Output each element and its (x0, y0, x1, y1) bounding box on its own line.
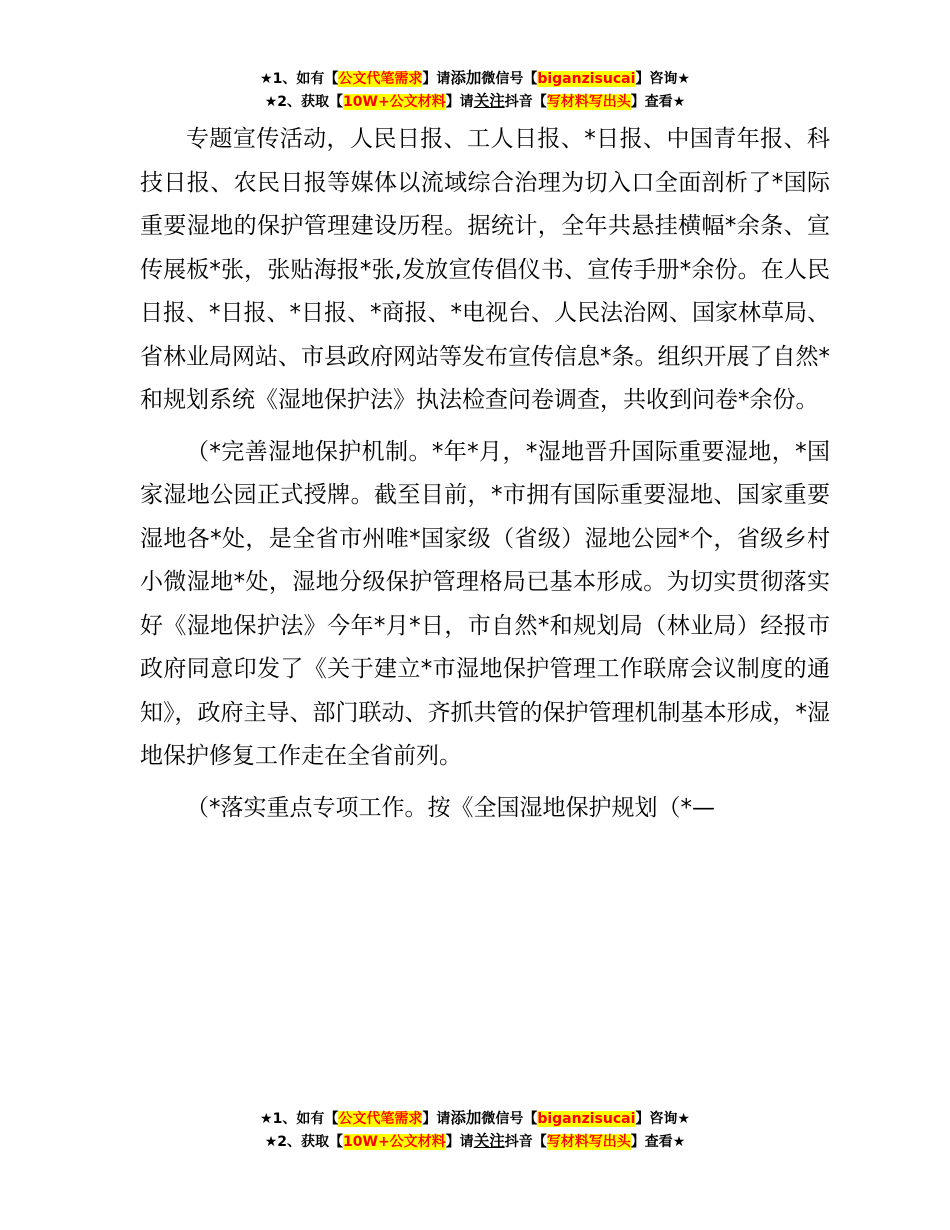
footer-line-2-emphasis: 关注 (473, 1132, 505, 1150)
footer-line-1 (0, 1107, 950, 1130)
header-line-1-emphasis: 添加 (450, 69, 482, 87)
footer-line-2 (0, 1130, 950, 1153)
header-line-1-highlight-wechat: biganzisucai (537, 71, 636, 87)
footer-line-2-prefix: ★2、获取【 (264, 1134, 344, 1150)
footer-line-1-highlight-wechat: biganzisucai (537, 1111, 636, 1127)
header-line-2-highlight-materials: 10W+公文材料 (343, 94, 446, 110)
header-line-1-highlight-service: 公文代笔需求 (338, 71, 423, 87)
footer-line-1-suffix: 】咨询★ (635, 1111, 690, 1127)
header-line-2-suffix: 】查看★ (630, 94, 686, 110)
body-paragraph-2: （*完善湿地保护机制。*年*月，*湿地晋升国际重要湿地，*国家湿地公园正式授牌。截至目前，*市拥有国际重要湿地、国家重要湿地各*处，是全省市州唯*国家级（省级）湿地公园*个，省级乡村小微湿地*处，湿地分级保护管理格局已基本形成。为切实贯彻落实好《湿地保护法》今年*月*日，市自然*和规划局（林业局）经报市政府同意印发了《关于建立*市湿地保护管理工作联席会议制度的通知》，政府主导、部门联动、齐抓共管的保护管理机制基本形成，*湿地保护修复工作走在全省前列。 (140, 438, 830, 769)
footer-line-1-text-2: 微信号【 (481, 1111, 538, 1127)
header-line-2-emphasis: 关注 (473, 92, 505, 110)
footer-banner (0, 1107, 950, 1153)
footer-line-2-highlight-douyin: 写材料写出头 (546, 1134, 631, 1150)
header-line-2-highlight-douyin: 写材料写出头 (546, 94, 631, 110)
footer-line-1-text: 】请 (422, 1111, 451, 1127)
body-paragraph-3: （*落实重点专项工作。按《全国湿地保护规划（*— (186, 794, 715, 821)
footer-line-1-prefix: ★1、如有【 (260, 1111, 339, 1127)
header-line-2-prefix: ★2、获取【 (264, 94, 344, 110)
body-paragraph-1: 专题宣传活动，人民日报、工人日报、*日报、中国青年报、科技日报、农民日报等媒体以流域综合治理为切入口全面剖析了*国际重要湿地的保护管理建设历程。据统计，全年共悬挂横幅*余条、宣传展板*张，张贴海报*张,发放宣传倡仪书、宣传手册*余份。在人民日报、*日报、*日报、*商报、*电视台、人民法治网、国家林草局、省林业局网站、市县政府网站等发布宣传信息*条。组织开展了自然*和规划系统《湿地保护法》执法检查问卷调查，共收到问卷*余份。 (140, 126, 830, 413)
header-line-1 (0, 67, 950, 90)
footer-line-2-text-2: 抖音【 (504, 1134, 547, 1150)
footer-line-2-text: 】请 (445, 1134, 474, 1150)
header-line-1-text: 】请 (422, 71, 451, 87)
footer-line-1-emphasis: 添加 (450, 1109, 482, 1127)
footer-line-1-highlight-service: 公文代笔需求 (338, 1111, 423, 1127)
header-line-2-text-2: 抖音【 (504, 94, 547, 110)
footer-line-2-suffix: 】查看★ (630, 1134, 686, 1150)
document-body (140, 118, 830, 830)
footer-line-2-highlight-materials: 10W+公文材料 (343, 1134, 446, 1150)
header-banner (0, 67, 950, 113)
header-line-1-text-2: 微信号【 (481, 71, 538, 87)
header-line-1-prefix: ★1、如有【 (260, 71, 339, 87)
header-line-1-suffix: 】咨询★ (635, 71, 690, 87)
header-line-2-text: 】请 (445, 94, 474, 110)
header-line-2 (0, 90, 950, 113)
